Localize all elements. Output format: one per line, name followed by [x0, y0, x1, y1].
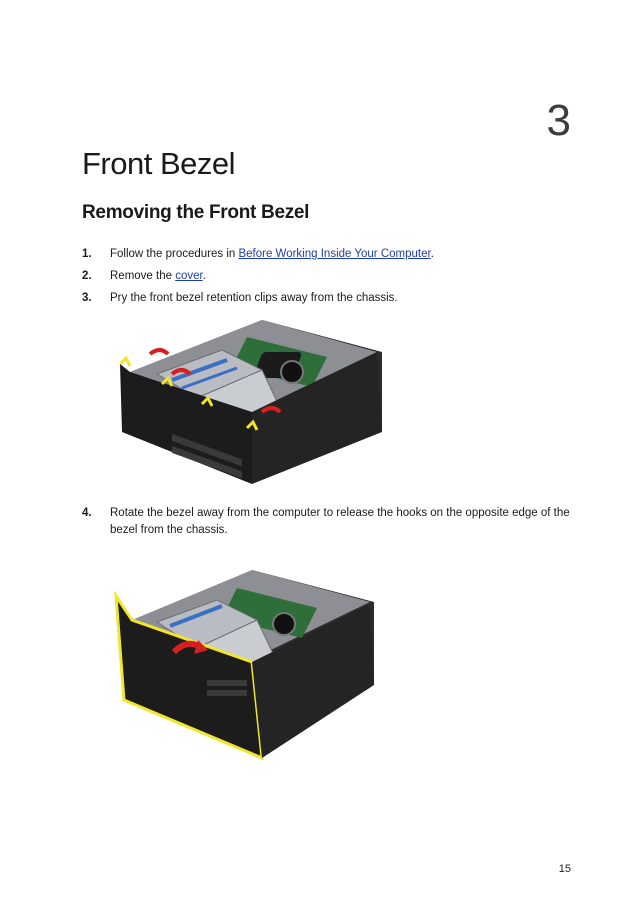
chapter-title: Front Bezel [82, 146, 236, 181]
section-title: Removing the Front Bezel [82, 202, 310, 223]
page-number: 15 [558, 863, 571, 875]
step-text: Rotate the bezel away from the computer to release the hooks on the opposite edge of the bezel from the chassis. [110, 507, 570, 536]
computer-chassis-illustration [112, 560, 382, 770]
step-text: Pry the front bezel retention clips away from the chassis. [110, 292, 398, 304]
step-number: 3. [82, 292, 92, 304]
step-number: 1. [82, 248, 92, 260]
step-text-post: . [430, 248, 434, 260]
red-arrow-icon [150, 350, 168, 354]
computer-chassis-illustration [112, 312, 392, 487]
step-number: 4. [82, 507, 92, 519]
step-text [110, 268, 580, 285]
step-text-pre: Follow the procedures in [110, 248, 239, 260]
step-text [110, 246, 580, 263]
step-number: 2. [82, 270, 92, 282]
before-working-link[interactable]: Before Working Inside Your Computer [238, 248, 431, 260]
cover-link[interactable]: cover [175, 270, 203, 282]
step-text-post: . [202, 270, 206, 282]
chapter-number: 3 [546, 96, 571, 145]
step-text-pre: Remove the [110, 270, 176, 282]
